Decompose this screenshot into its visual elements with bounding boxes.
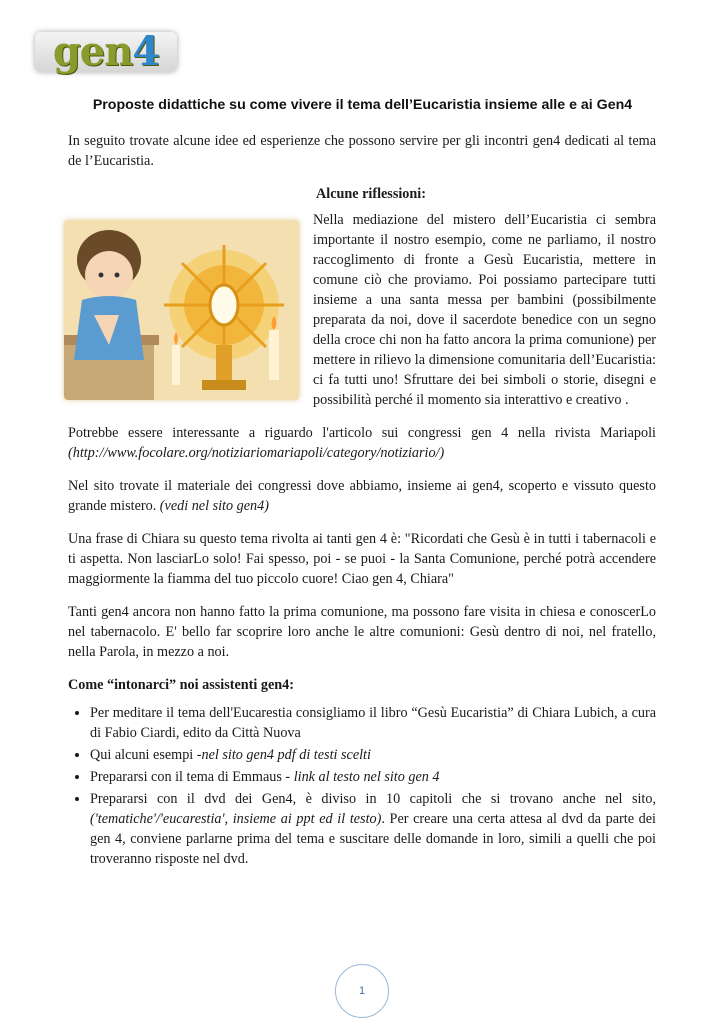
sito-paragraph (68, 476, 656, 516)
sito-ref: (vedi nel sito gen4) (159, 498, 269, 514)
page-number-text: 1 (358, 985, 366, 997)
bullet-4-italic: ('tematiche'/'eucarestia', insieme ai ppt ed il testo) (90, 811, 382, 827)
list-item (90, 767, 656, 787)
mariapoli-text: Potrebbe essere interessante a riguardo l'articolo sui congressi gen 4 nella rivista Mariapoli (68, 425, 656, 441)
page-number (335, 964, 389, 1018)
logo-text (52, 28, 160, 75)
reflections-paragraph: Nella mediazione del mistero dell’Eucaristia ci sembra importante il nostro esempio, come ne parliamo, il nostro raccoglimento di fronte a Gesù Eucaristia, mettere in comune ciò che proviamo. Poi possiamo partecipare tutti insieme a una santa messa per bambini (possibilmente preparata da noi, dove il sacerdote benedice con un segno della croce chi non ha fatto ancora la prima comunione) per mettere in rilievo la dimensione comunitaria dell’Eucaristia: ci fa tutti uno! Sfruttare dei bei simboli o storie, disegni e possibilità perché il momento sia interattivo e creativo . (313, 212, 656, 408)
mariapoli-link[interactable]: (http://www.focolare.org/notiziariomariapoli/category/notiziario/) (68, 445, 445, 461)
chiara-quote-paragraph: Una frase di Chiara su questo tema rivolta ai tanti gen 4 è: "Ricordati che Gesù è in tutti i tabernacoli e ti aspetta. Non lasciarLo solo! Fai spesso, poi - se puoi - la Santa Comunione, perché potrà accendere maggiormente la fiamma del tuo piccolo cuore! Ciao gen 4, Chiara" (68, 531, 656, 587)
document-body (68, 131, 656, 871)
bullet-2-italic: nel sito gen4 pdf di testi scelti (201, 747, 371, 763)
reflections-heading-text: Alcune riflessioni: (316, 186, 426, 202)
list-item (90, 789, 656, 869)
list-item (90, 703, 656, 743)
list-item (90, 745, 656, 765)
logo-suffix: 4 (132, 28, 160, 75)
child-praying-monstrance-image (64, 220, 299, 400)
sito-text: Nel sito trovate il materiale dei congressi dove abbiamo, insieme ai gen4, scoperto e vissuto questo grande mistero. (68, 478, 656, 514)
bullet-4-rest: . Per creare una certa attesa al dvd da parte dei gen 4, conviene parlarne prima del tema e suscitare delle domande in loro, simili a quelli che poi troveranno risposte nel dvd. (90, 811, 656, 867)
assistants-list (68, 703, 656, 869)
gen4-logo (35, 28, 177, 75)
assistants-heading: Come “intonarci” noi assistenti gen4: (68, 677, 294, 693)
bullet-2-text: Qui alcuni esempi - (90, 747, 202, 763)
eucharist-illustration (64, 220, 299, 400)
bullet-1-text: Per meditare il tema dell'Eucarestia consigliamo il libro “Gesù Eucaristia” di Chiara Lubich, a cura di Fabio Ciardi, edito da Città Nuova (90, 705, 656, 741)
reflections-heading (68, 184, 656, 204)
page-title: Proposte didattiche su come vivere il tema dell’Eucaristia insieme alle e ai Gen4 (92, 97, 633, 113)
bullet-3-text: Prepararsi con il tema di Emmaus - (90, 769, 291, 785)
bullet-4-text: Prepararsi con il dvd dei Gen4, è diviso in 10 capitoli che si trovano anche nel sito, (90, 791, 656, 807)
mariapoli-paragraph (68, 423, 656, 463)
intro-paragraph: In seguito trovate alcune idee ed esperienze che possono servire per gli incontri gen4 dedicati al tema de l’Eucaristia. (68, 133, 656, 169)
bullet-3-italic: link al testo nel sito gen 4 (290, 769, 440, 785)
communion-paragraph: Tanti gen4 ancora non hanno fatto la prima comunione, ma possono fare visita in chiesa e conoscerLo nel tabernacolo. E' bello far scoprire loro anche le altre comunioni: Gesù dentro di noi, nel fratello, nella Parola, in mezzo a noi. (68, 604, 656, 660)
logo-prefix: gen (52, 28, 133, 75)
